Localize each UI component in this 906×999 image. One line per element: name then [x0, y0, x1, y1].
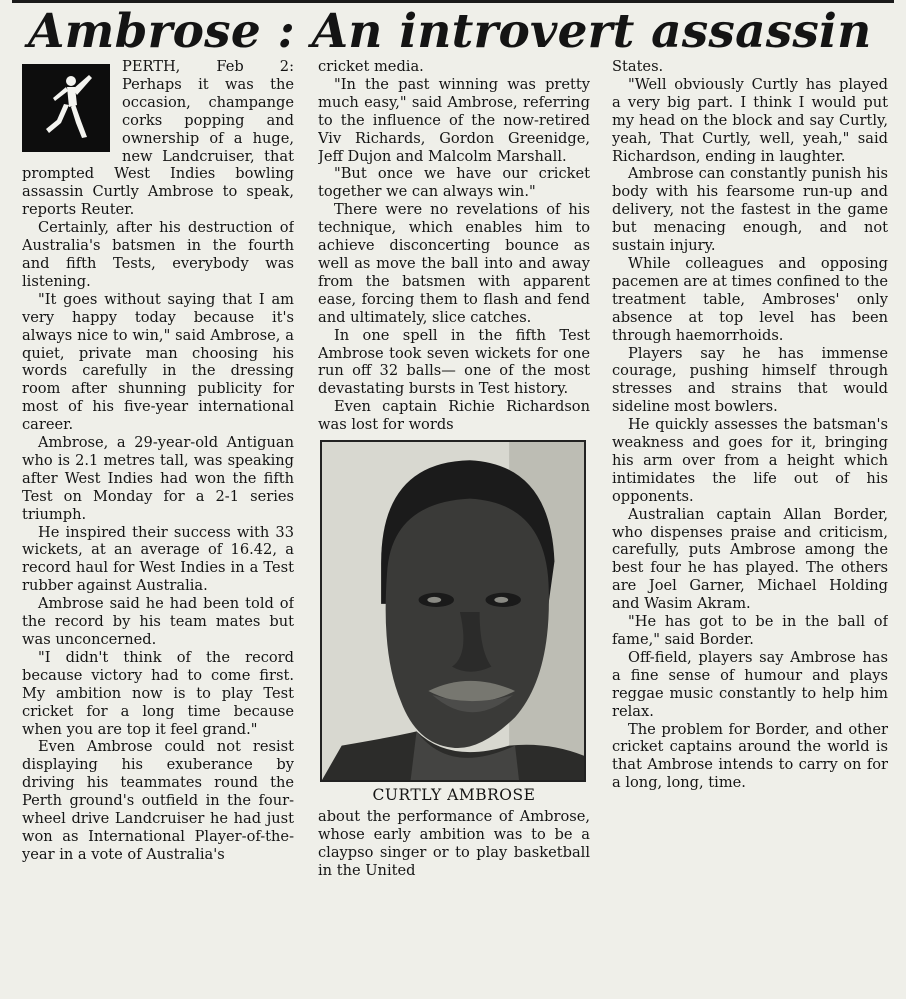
- paragraph: "I didn't think of the record because victory had to come first. My ambition now is to play Test cricket for a long time because when you are top it feel grand.": [22, 648, 294, 738]
- paragraph: "But once we have our cricket together we can always win.": [318, 165, 590, 201]
- paragraph: "It goes without saying that I am very happy today because it's always nice to win," said Ambrose, a quiet, private man choosing his words carefully in the dressing room after shunning publicity for most of his five-year international career.: [22, 290, 294, 434]
- paragraph: cricket media.: [318, 58, 424, 75]
- paragraph: He inspired their success with 33 wickets, at an average of 16.42, a record haul for West Indies in a Test rubber against Australia.: [22, 523, 294, 595]
- column-3: [612, 58, 888, 999]
- paragraph: The problem for Border, and other cricket captains around the world is that Ambrose intends to carry on for a long, long, time.: [612, 720, 888, 792]
- column-2-text-top: [318, 58, 590, 434]
- paragraph: Certainly, after his destruction of Australia's batsmen in the fourth and fifth Tests, everybody was listening.: [22, 219, 294, 290]
- paragraph: Off-field, players say Ambrose has a fine sense of humour and plays reggae music constantly to help him relax.: [612, 648, 888, 720]
- top-rule: [12, 0, 894, 3]
- paragraph: Ambrose said he had been told of the record by his team mates but was unconcerned.: [22, 595, 294, 648]
- photo-caption: CURTLY AMBROSE: [372, 786, 536, 805]
- paragraph: Even Ambrose could not resist displaying his exuberance by driving his teammates round the Perth ground's outfield in the four-wheel drive Landcruiser he had just won as International Player-of-the-year in a vote of Australia's: [22, 738, 294, 863]
- paragraph: States.: [612, 58, 664, 75]
- column-2: [318, 58, 590, 999]
- paragraph: "He has got to be in the ball of fame," said Border.: [612, 613, 888, 648]
- paragraph: "Well obviously Curtly has played a very big part. I think I would put my head on the block and say Curtly, yeah, That Curtly, well, yeah," said Richardson, ending in laughter.: [612, 75, 888, 165]
- paragraph: There were no revelations of his technique, which enables him to achieve disconcerting bounce as well as move the ball into and away from the batsmen with apparent ease, forcing them to flash and fend and ultimately, slice catches.: [318, 201, 590, 326]
- column-1: [22, 58, 294, 999]
- paragraph: Australian captain Allan Border, who dispenses praise and criticism, carefully, puts Ambrose among the best four he has played. The others are Joel Garner, Michael Holding and Wasim Akram.: [612, 505, 888, 613]
- paragraph: In one spell in the fifth Test Ambrose took seven wickets for one run off 32 balls— one of the most devastating bursts in Test history.: [318, 326, 590, 398]
- cricket-bowler-icon: [22, 64, 110, 152]
- paragraph: While colleagues and opposing pacemen are at times confined to the treatment table, Ambroses' only absence at top level has been through haemorrhoids.: [612, 254, 888, 344]
- paragraph: Ambrose can constantly punish his body with his fearsome run-up and delivery, not the fastest in the game but menacing enough, and not sustain injury.: [612, 165, 888, 255]
- portrait-photo: [320, 440, 586, 782]
- paragraph: Ambrose, a 29-year-old Antiguan who is 2.1 metres tall, was speaking after West Indies had won the fifth Test on Monday for a 2-1 series triumph.: [22, 434, 294, 523]
- column-3-text: [612, 58, 888, 792]
- headline: Ambrose : An introvert assassin: [28, 4, 872, 59]
- paragraph: Players say he has immense courage, pushing himself through stresses and strains that would sideline most bowlers.: [612, 344, 888, 416]
- paragraph: He quickly assesses the batsman's weakness and goes for it, bringing his arm over from a height which intimidates the life out of his opponents.: [612, 416, 888, 505]
- column-1-text: [22, 58, 294, 864]
- paragraph: about the performance of Ambrose, whose early ambition was to be a claypso singer or to play basketball in the United: [318, 808, 590, 879]
- paragraph: "In the past winning was pretty much easy," said Ambrose, referring to the influence of the now-retired Viv Richards, Gordon Greenidge, Jeff Dujon and Malcolm Marshall.: [318, 75, 590, 165]
- paragraph: PERTH, Feb 2: Perhaps it was the occasion, champange corks popping and ownership of a huge, new Landcruiser, that prompted West Indies bowling assassin Curtly Ambrose to speak, reports Reuter.: [22, 58, 294, 219]
- paragraph: Even captain Richie Richardson was lost for words: [318, 398, 590, 434]
- column-2-text-bottom: [318, 808, 590, 880]
